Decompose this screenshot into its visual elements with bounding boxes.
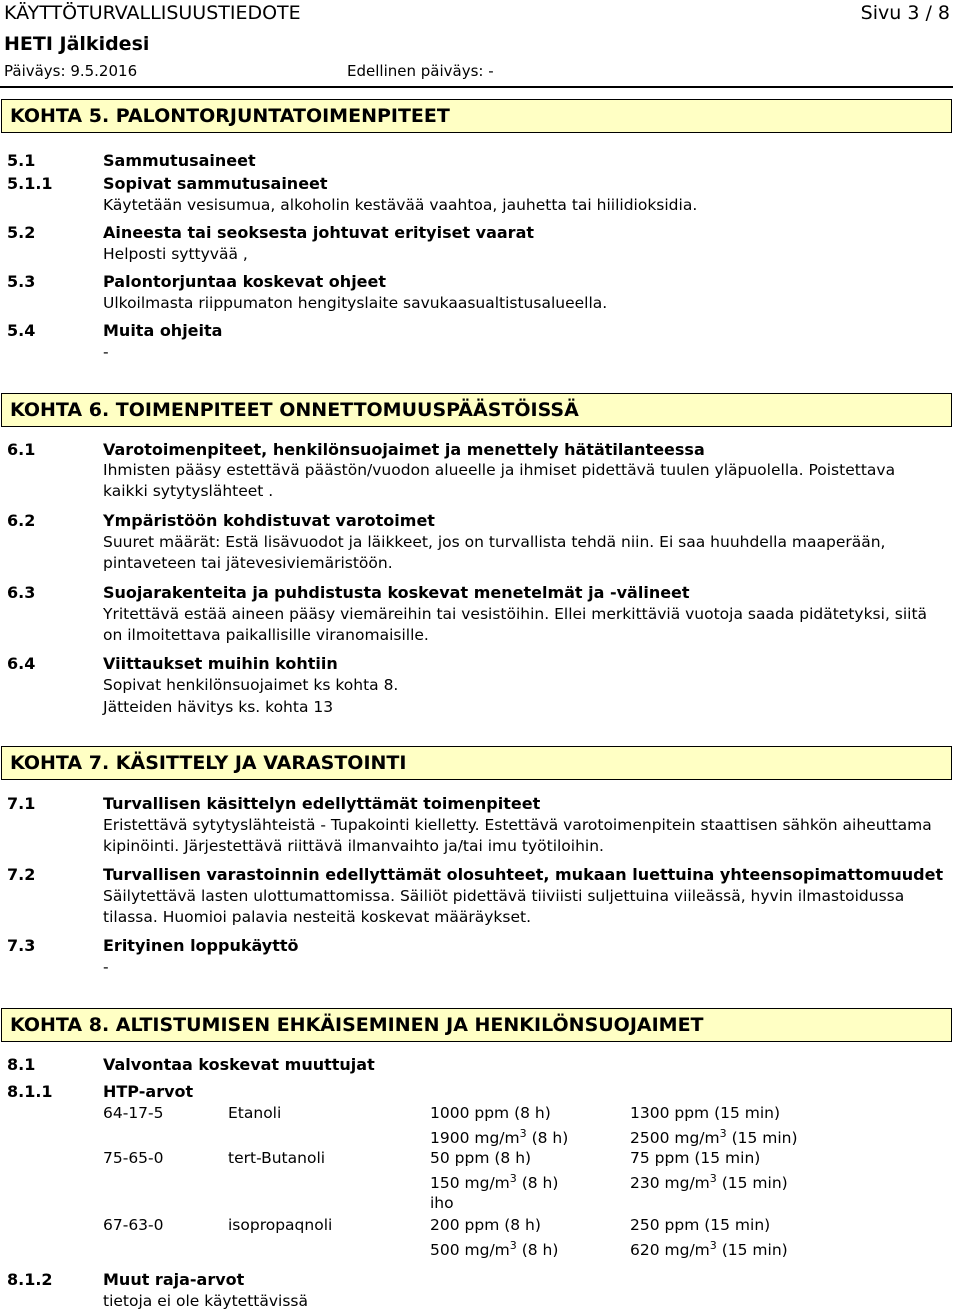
section-heading: Sopivat sammutusaineet	[103, 174, 328, 193]
htp-value-8h-mg: 150 $mg/m^3$ (8 h)	[430, 1172, 559, 1193]
section-heading: Varotoimenpiteet, henkilönsuojaimet ja menettely hätätilanteessa	[103, 440, 705, 459]
htp-value-15min-mg: 2500 $mg/m^3$ (15 min)	[630, 1127, 798, 1148]
section-number: 5.1.1	[7, 174, 53, 193]
section-text: -	[103, 343, 109, 361]
document-type: KÄYTTÖTURVALLISUUSTIEDOTE	[4, 2, 301, 24]
htp-note: iho	[430, 1194, 454, 1212]
section-heading: HTP-arvot	[103, 1082, 194, 1101]
section-number: 5.4	[7, 321, 36, 340]
htp-value-15min-mg: 230 $mg/m^3$ (15 min)	[630, 1172, 788, 1193]
section-text: -	[103, 958, 109, 976]
section-heading: Palontorjuntaa koskevat ohjeet	[103, 272, 387, 291]
section-number: 8.1.1	[7, 1082, 53, 1101]
section-heading: Sammutusaineet	[103, 151, 256, 170]
section-number: 8.1.2	[7, 1270, 53, 1289]
section-6-title: KOHTA 6. TOIMENPITEET ONNETTOMUUSPÄÄSTÖISSÄ	[10, 399, 579, 421]
htp-value-8h: 1000 ppm (8 h)	[430, 1104, 551, 1122]
section-number: 7.1	[7, 794, 36, 813]
section-number: 6.4	[7, 654, 36, 673]
section-number: 6.3	[7, 583, 36, 602]
document-date: Päiväys: 9.5.2016	[4, 62, 138, 80]
htp-value-15min: 1300 ppm (15 min)	[630, 1104, 781, 1122]
section-text: tietoja ei ole käytettävissä	[103, 1292, 309, 1310]
section-heading: Suojarakenteita ja puhdistusta koskevat menetelmät ja -välineet	[103, 583, 690, 602]
section-number: 8.1	[7, 1055, 36, 1074]
section-heading: Turvallisen käsittelyn edellyttämät toimenpiteet	[103, 794, 541, 813]
section-text: kaikki sytytyslähteet .	[103, 482, 274, 500]
section-heading: Erityinen loppukäyttö	[103, 936, 299, 955]
section-6-banner	[1, 393, 952, 427]
htp-value-8h: 200 ppm (8 h)	[430, 1216, 541, 1234]
htp-cas: 75-65-0	[103, 1149, 164, 1167]
section-text: Ihmisten pääsy estettävä päästön/vuodon alueelle ja ihmiset pidettävä tuulen yläpuolella. Poistettava	[103, 461, 896, 479]
htp-value-8h-mg: 500 $mg/m^3$ (8 h)	[430, 1239, 559, 1260]
section-text: Sopivat henkilönsuojaimet ks kohta 8.	[103, 676, 399, 694]
section-heading: Turvallisen varastoinnin edellyttämät olosuhteet, mukaan luettuina yhteensopimattomuudet	[103, 865, 944, 884]
section-text: Yritettävä estää aineen pääsy viemäreihin tai vesistöihin. Ellei merkittäviä vuotoja saada pidätetyksi, siitä	[103, 605, 928, 623]
section-number: 6.1	[7, 440, 36, 459]
htp-value-15min: 75 ppm (15 min)	[630, 1149, 761, 1167]
page-number: Sivu 3 / 8	[860, 2, 950, 24]
htp-value-8h: 50 ppm (8 h)	[430, 1149, 532, 1167]
section-text: on ilmoitettava paikallisille viranomaisille.	[103, 626, 429, 644]
section-number: 5.2	[7, 223, 36, 242]
section-number: 6.2	[7, 511, 36, 530]
section-text: Säilytettävä lasten ulottumattomissa. Säiliöt pidettävä tiiviisti suljettuina viileässä, hyvin ilmastoidussa	[103, 887, 905, 905]
htp-substance: Etanoli	[228, 1104, 282, 1122]
htp-substance: tert-Butanoli	[228, 1149, 326, 1167]
section-7-title: KOHTA 7. KÄSITTELY JA VARASTOINTI	[10, 752, 407, 774]
section-heading: Valvontaa koskevat muuttujat	[103, 1055, 375, 1074]
htp-value-8h-mg: 1900 $mg/m^3$ (8 h)	[430, 1127, 569, 1148]
section-heading: Ympäristöön kohdistuvat varotoimet	[103, 511, 435, 530]
section-heading: Muut raja-arvot	[103, 1270, 245, 1289]
section-5-banner	[1, 99, 952, 133]
section-text: kipinöinti. Järjestettävä riittävä ilmanvaihto ja/tai imu työtiloihin.	[103, 837, 604, 855]
header-divider	[0, 86, 953, 88]
section-heading: Viittaukset muihin kohtiin	[103, 654, 338, 673]
htp-value-15min: 250 ppm (15 min)	[630, 1216, 771, 1234]
section-text: Suuret määrät: Estä lisävuodot ja läikkeet, jos on turvallista tehdä niin. Ei saa huuhdella maaperään,	[103, 533, 886, 551]
section-text: tilassa. Huomioi palavia nesteitä koskevat määräykset.	[103, 908, 532, 926]
section-heading: Muita ohjeita	[103, 321, 223, 340]
htp-value-15min-mg: 620 $mg/m^3$ (15 min)	[630, 1239, 788, 1260]
htp-substance: isopropaqnoli	[228, 1216, 333, 1234]
section-number: 7.3	[7, 936, 36, 955]
section-8-title: KOHTA 8. ALTISTUMISEN EHKÄISEMINEN JA HENKILÖNSUOJAIMET	[10, 1014, 704, 1036]
section-heading: Aineesta tai seoksesta johtuvat erityiset vaarat	[103, 223, 535, 242]
section-8-banner	[1, 1008, 952, 1042]
section-7-banner	[1, 746, 952, 780]
section-number: 5.1	[7, 151, 36, 170]
previous-date: Edellinen päiväys: -	[347, 62, 494, 80]
product-name: HETI Jälkidesi	[4, 33, 150, 55]
section-number: 5.3	[7, 272, 36, 291]
section-text: Ulkoilmasta riippumaton hengityslaite savukaasualtistusalueella.	[103, 294, 608, 312]
section-5-title: KOHTA 5. PALONTORJUNTATOIMENPITEET	[10, 105, 450, 127]
section-text: Jätteiden hävitys ks. kohta 13	[103, 698, 334, 716]
section-text: Helposti syttyvää ,	[103, 245, 248, 263]
section-number: 7.2	[7, 865, 36, 884]
htp-cas: 67-63-0	[103, 1216, 164, 1234]
htp-cas: 64-17-5	[103, 1104, 164, 1122]
section-text: Eristettävä sytytyslähteistä - Tupakointi kielletty. Estettävä varotoimenpitein staattisen sähkön aiheuttama	[103, 816, 932, 834]
section-text: Käytetään vesisumua, alkoholin kestävää vaahtoa, jauhetta tai hiilidioksidia.	[103, 196, 698, 214]
section-text: pintaveteen tai jätevesiviemäristöön.	[103, 554, 393, 572]
